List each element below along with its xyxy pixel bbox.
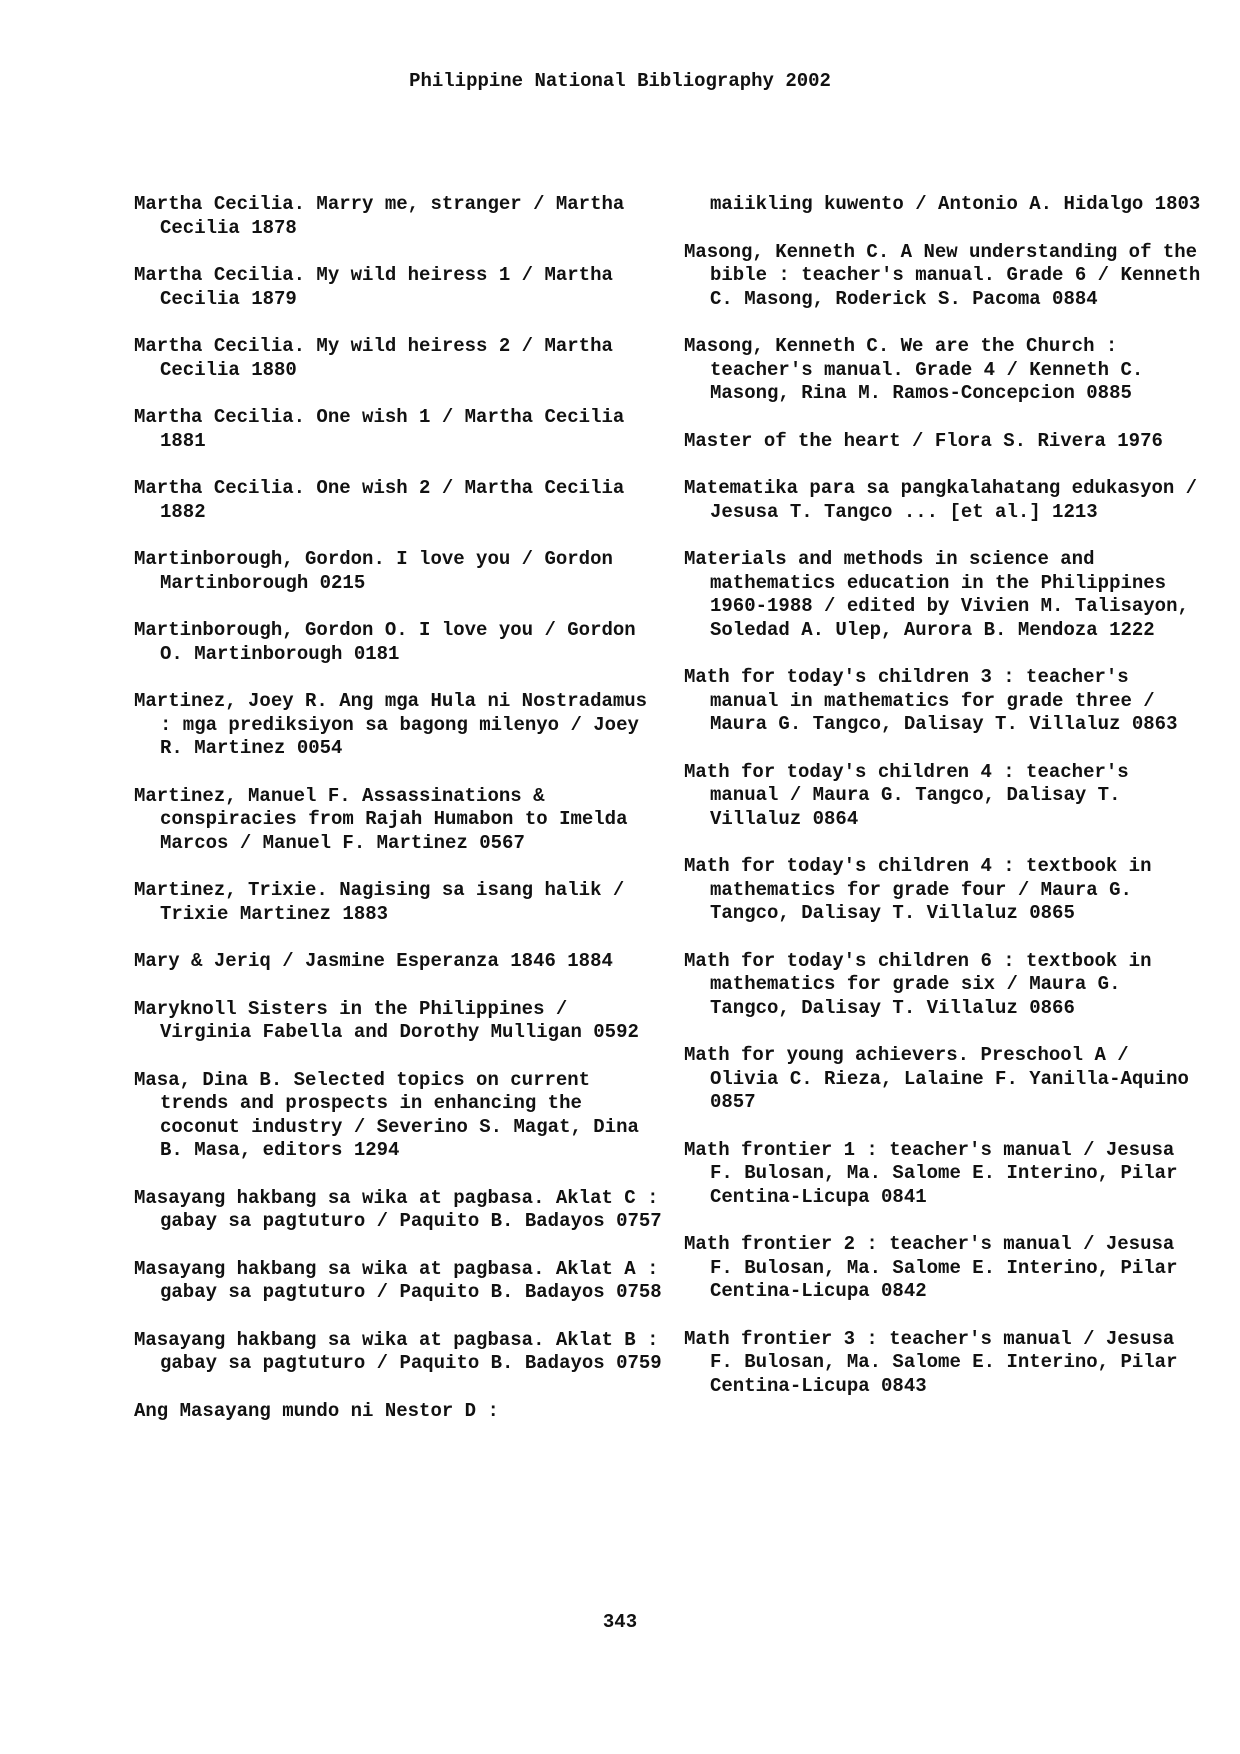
index-entry: Maryknoll Sisters in the Philippines / Virginia Fabella and Dorothy Mulligan 0592 [134, 997, 639, 1043]
index-entry: Masa, Dina B. Selected topics on current trends and prospects in enhancing the coconut industry / Severino S. Magat, Dina B. Masa, editors 1294 [134, 1068, 639, 1161]
index-entry: Math for today's children 4 : textbook in mathematics for grade four / Maura G. Tangco, Dalisay T. Villaluz 0865 [684, 855, 1152, 924]
index-entry: Martinborough, Gordon O. I love you / Gordon O. Martinborough 0181 [134, 619, 636, 665]
index-entry: Martinez, Trixie. Nagising sa isang halik / Trixie Martinez 1883 [134, 879, 625, 925]
index-entry: Math frontier 1 : teacher's manual / Jesusa F. Bulosan, Ma. Salome E. Interino, Pilar Centina-Licupa 0841 [684, 1138, 1178, 1208]
index-entry: Math for young achievers. Preschool A / Olivia C. Rieza, Lalaine F. Yanilla-Aquino 0857 [684, 1044, 1189, 1113]
index-entry: Masayang hakbang sa wika at pagbasa. Aklat A : gabay sa pagtuturo / Paquito B. Badayos 0758 [134, 1257, 662, 1303]
index-entry: Martinez, Manuel F. Assassinations & conspiracies from Rajah Humabon to Imelda Marcos / Manuel F. Martinez 0567 [134, 784, 628, 854]
index-column-right [684, 193, 1204, 1422]
index-entry: Master of the heart / Flora S. Rivera 1976 [684, 429, 1163, 452]
running-head: Philippine National Bibliography 2002 [409, 70, 831, 92]
index-entry: Math frontier 3 : teacher's manual / Jesusa F. Bulosan, Ma. Salome E. Interino, Pilar Centina-Licupa 0843 [684, 1327, 1178, 1397]
index-entry: Martinez, Joey R. Ang mga Hula ni Nostradamus : mga prediksiyon sa bagong milenyo / Joey R. Martinez 0054 [134, 690, 648, 759]
index-entry-continuation: maiikling kuwento / Antonio A. Hidalgo 1803 [710, 193, 1201, 215]
index-entry: Math for today's children 3 : teacher's manual in mathematics for grade three / Maura G. Tangco, Dalisay T. Villaluz 0863 [684, 666, 1178, 735]
index-entry: Martha Cecilia. One wish 2 / Martha Cecilia 1882 [134, 477, 625, 523]
index-entry: Matematika para sa pangkalahatang edukasyon / Jesusa T. Tangco ... [et al.] 1213 [684, 477, 1198, 523]
index-entry: Ang Masayang mundo ni Nestor D : [134, 1399, 499, 1422]
index-entry: Masayang hakbang sa wika at pagbasa. Aklat B : gabay sa pagtuturo / Paquito B. Badayos 0759 [134, 1328, 662, 1374]
index-entry: Martha Cecilia. My wild heiress 2 / Martha Cecilia 1880 [134, 335, 613, 381]
index-entry: Martha Cecilia. Marry me, stranger / Martha Cecilia 1878 [134, 193, 625, 239]
index-entry: Masayang hakbang sa wika at pagbasa. Aklat C : gabay sa pagtuturo / Paquito B. Badayos 0757 [134, 1186, 662, 1232]
index-entry: Math for today's children 6 : textbook in mathematics for grade six / Maura G. Tangco, Dalisay T. Villaluz 0866 [684, 949, 1152, 1019]
index-entry: Masong, Kenneth C. We are the Church : teacher's manual. Grade 4 / Kenneth C. Masong, Rina M. Ramos-Concepcion 0885 [684, 335, 1144, 404]
index-entry: Martha Cecilia. My wild heiress 1 / Martha Cecilia 1879 [134, 264, 613, 310]
index-entry: Masong, Kenneth C. A New understanding of the bible : teacher's manual. Grade 6 / Kenneth C. Masong, Roderick S. Pacoma 0884 [684, 240, 1201, 310]
index-entry: Math frontier 2 : teacher's manual / Jesusa F. Bulosan, Ma. Salome E. Interino, Pilar Centina-Licupa 0842 [684, 1233, 1178, 1302]
index-entry: Materials and methods in science and mathematics education in the Philippines 1960-1988 / edited by Vivien M. Talisayon, Soledad A. Ulep, Aurora B. Mendoza 1222 [684, 548, 1189, 641]
page-number: 343 [602, 1611, 638, 1633]
index-entry: Martinborough, Gordon. I love you / Gordon Martinborough 0215 [134, 548, 613, 594]
index-column-left [134, 193, 664, 1447]
index-entry: Math for today's children 4 : teacher's manual / Maura G. Tangco, Dalisay T. Villaluz 0864 [684, 760, 1129, 830]
index-entry: Mary & Jeriq / Jasmine Esperanza 1846 1884 [134, 950, 613, 972]
index-entry: Martha Cecilia. One wish 1 / Martha Cecilia 1881 [134, 406, 625, 452]
